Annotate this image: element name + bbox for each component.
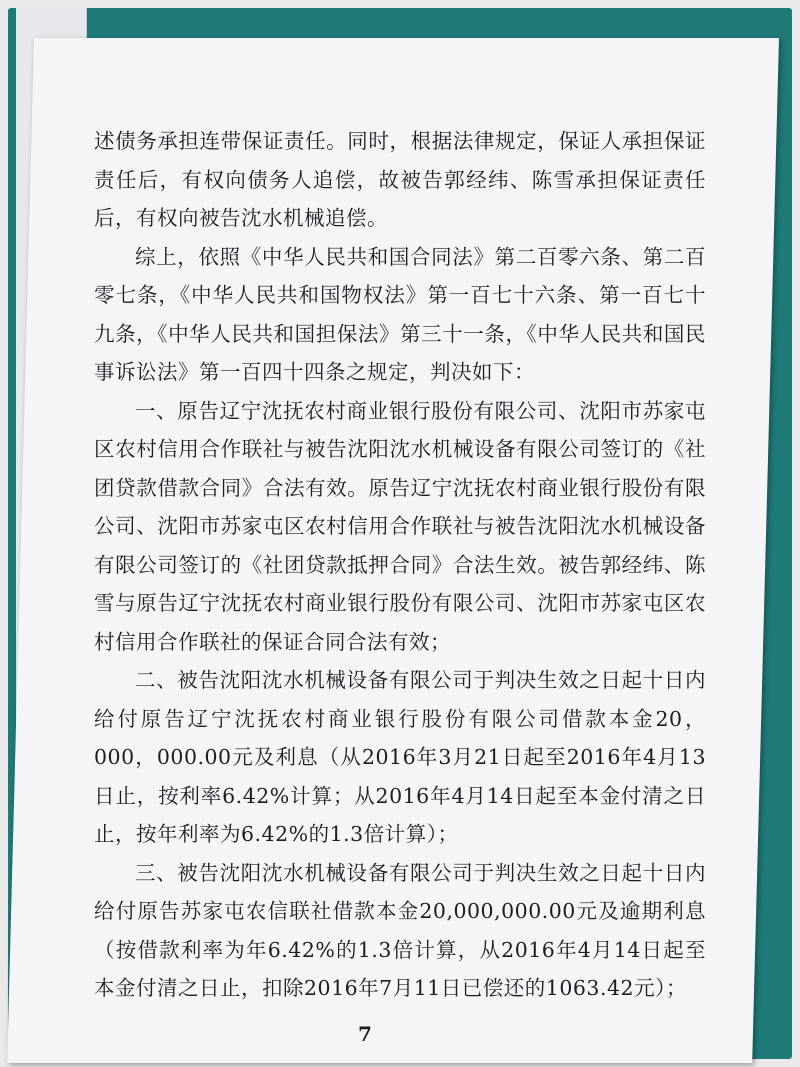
paragraph-1: 述债务承担连带保证责任。同时，根据法律规定，保证人承担保证责任后，有权向债务人追偿，故被告郭经纬、陈雪承担保证责任后，有权向被告沈水机械追偿。 xyxy=(94,129,706,230)
paragraph-3: 一、原告辽宁沈抚农村商业银行股份有限公司、沈阳市苏家屯区农村信用合作联社与被告沈阳沈水机械设备有限公司签订的《社团贷款借款合同》合法有效。原告辽宁沈抚农村商业银行股份有限公司、沈阳市苏家屯区农村信用合作联社与被告沈阳沈水机械设备有限公司签订的《社团贷款抵押合同》合法生效。被告郭经纬、陈雪与原告辽宁沈抚农村商业银行股份有限公司、沈阳市苏家屯区农村信用合作联社的保证合同合法有效； xyxy=(94,398,706,654)
paragraph-4: 二、被告沈阳沈水机械设备有限公司于判决生效之日起十日内给付原告辽宁沈抚农村商业银行股份有限公司借款本金20，000，000.00元及利息（从2016年3月21日起至2016年4月13日止，按利率6.42%计算；从2016年4月14日起至本金付清之日止，按年利率为6.42%的1.3倍计算）； xyxy=(94,668,706,846)
paragraph-2: 综上，依照《中华人民共和国合同法》第二百零六条、第二百零七条，《中华人民共和国物权法》第一百七十六条、第一百七十九条，《中华人民共和国担保法》第三十一条，《中华人民共和国民事诉讼法》第一百四十四条之规定，判决如下： xyxy=(94,244,706,384)
document-body xyxy=(94,122,706,1008)
page-number: 7 xyxy=(358,1022,372,1046)
paragraph-5: 三、被告沈阳沈水机械设备有限公司于判决生效之日起十日内给付原告苏家屯农信联社借款本金20,000,000.00元及逾期利息（按借款利率为年6.42%的1.3倍计算，从2016年4月14日起至本金付清之日止，扣除2016年7月11日已偿还的1063.42元）； xyxy=(94,860,706,1000)
